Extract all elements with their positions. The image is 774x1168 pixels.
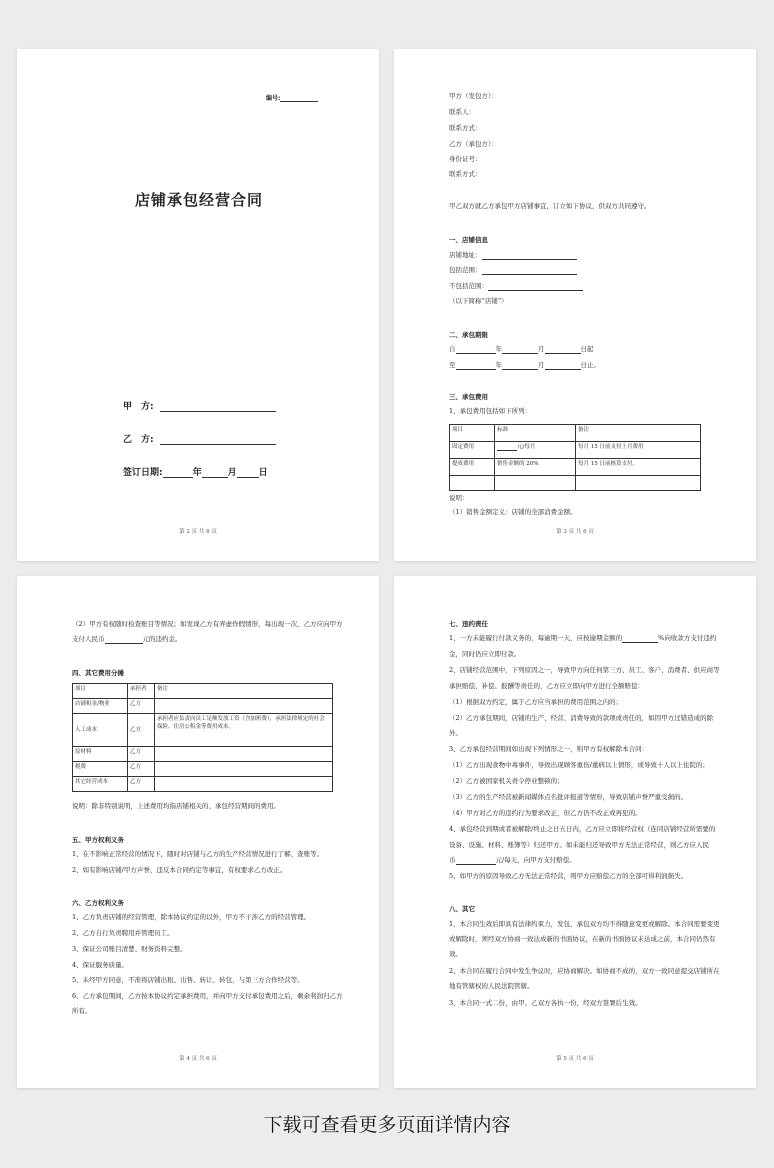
table-cell bbox=[495, 442, 576, 459]
clause: 效。 bbox=[449, 950, 462, 958]
clause bbox=[449, 634, 716, 643]
party-a-signature bbox=[123, 399, 276, 412]
clause: 外。 bbox=[449, 729, 462, 737]
table-cell bbox=[495, 476, 576, 491]
clause: 3、本合同一式二份，由甲、乙双方各执一份，经双方签署后生效。 bbox=[449, 999, 642, 1007]
contract-page-4 bbox=[17, 576, 379, 1088]
table-cell bbox=[155, 699, 333, 714]
table-cell: 原材料 bbox=[73, 747, 128, 762]
year-blank bbox=[456, 362, 496, 370]
table-cell: 乙方 bbox=[128, 714, 155, 747]
table-note: 说明：除非特别说明，上述费用均指店铺相关的、承包经营期间的费用。 bbox=[72, 802, 280, 810]
month-label: 月 bbox=[538, 361, 545, 369]
exclude-scope-label: 不包括范围： bbox=[449, 282, 488, 290]
scope-blank bbox=[482, 267, 577, 275]
term-from-label: 自 bbox=[449, 345, 456, 353]
clause-text: 1、一方未能履行付款义务的，每逾期一天，应按逾期金额的 bbox=[449, 634, 623, 642]
fee-standard: 元/每月 bbox=[517, 444, 536, 450]
clause: 地有管辖权的人民法院管辖。 bbox=[449, 982, 534, 990]
clause: 6、乙方承包期间，乙方按本协议约定承担费用，并向甲方支付承包费用之后，剩余利润归乙方 bbox=[72, 992, 343, 1000]
clause: （2）乙方承包期间，店铺的生产、经营、消费导致的款项或责任的，如因甲方过错造成的除 bbox=[449, 714, 714, 722]
contact-line-b: 联系方式： bbox=[449, 170, 482, 178]
year-blank bbox=[456, 346, 496, 354]
table-row bbox=[450, 476, 701, 491]
table-header-row bbox=[73, 684, 333, 699]
table-row bbox=[450, 459, 701, 476]
amount-blank bbox=[105, 636, 143, 644]
clause: 2、乙方自行负责聘用并管理员工。 bbox=[72, 929, 174, 937]
clause: 所有。 bbox=[72, 1007, 92, 1015]
clause: 或解除时，须经双方协商一致达成新的书面协议，在新的书面协议未达成之前，本合同仍然有 bbox=[449, 935, 716, 943]
table-cell bbox=[576, 476, 701, 491]
contract-number-blank bbox=[280, 94, 318, 102]
year-label: 年 bbox=[495, 361, 502, 369]
scope bbox=[449, 266, 577, 275]
clause: 1、在不影响正常经营的情况下，随时对店铺与乙方的生产经营情况进行了解、查账等。 bbox=[72, 850, 324, 858]
party-b-blank bbox=[160, 437, 276, 445]
table-header-cell: 项目 bbox=[450, 425, 495, 442]
contract-page-3 bbox=[394, 49, 756, 561]
term-to-label: 至 bbox=[449, 361, 456, 369]
party-a-blank bbox=[160, 404, 276, 412]
exclude-scope-blank bbox=[488, 283, 583, 291]
section-heading: 五、甲方权利义务 bbox=[72, 836, 124, 844]
clause: 承担赔偿、补偿、报酬等责任的，乙方应立即向甲方进行全额赔偿： bbox=[449, 682, 644, 690]
fee-intro: 1、承包费用包括如下所列： bbox=[449, 407, 532, 415]
clause: 5、如甲方的原因导致乙方无法正常经营，则甲方应赔偿乙方的全部可得利润损失。 bbox=[449, 872, 688, 880]
shop-address-label: 店铺地址： bbox=[449, 251, 482, 259]
term-to bbox=[449, 361, 600, 370]
party-b-signature bbox=[123, 432, 276, 445]
clause: 金，同时仍应立即付款。 bbox=[449, 650, 521, 658]
clause: 1、本合同生效后即具有法律约束力，发包、承包双方均不得随意变更或解除。本合同需要变更 bbox=[449, 920, 720, 928]
scope-label: 包括范围： bbox=[449, 266, 482, 274]
fee-blank bbox=[497, 444, 517, 451]
table-cell: 乙方 bbox=[128, 747, 155, 762]
paragraph bbox=[72, 635, 182, 644]
table-cell: 销售金额的 20% bbox=[495, 459, 576, 476]
paragraph: （2）甲方有权随时检查账目等情况；如发现乙方有弄虚作假情形，每出现一次，乙方应向甲方 bbox=[72, 620, 343, 628]
month-blank bbox=[502, 346, 538, 354]
table-header-cell: 项目 bbox=[73, 684, 128, 699]
clause-text: 币 bbox=[449, 856, 456, 864]
contract-number bbox=[266, 93, 318, 102]
contact-person-line: 联系人： bbox=[449, 108, 475, 116]
table-row bbox=[450, 442, 701, 459]
shop-address-blank bbox=[482, 252, 577, 260]
day-from-label: 日起 bbox=[580, 345, 594, 353]
day-blank bbox=[545, 346, 581, 354]
clause: （1）根据双方约定，属于乙方应当承担的费用范围之内的； bbox=[449, 698, 623, 706]
table-header-cell: 承担者 bbox=[128, 684, 155, 699]
clause: 1、乙方负责店铺的经营管理，除本协议约定的以外，甲方不干涉乙方的经营管理。 bbox=[72, 913, 311, 921]
table-cell: 税费 bbox=[73, 762, 128, 777]
table-cell: 每月 15 日前核算支付。 bbox=[576, 459, 701, 476]
table-header-cell: 标准 bbox=[495, 425, 576, 442]
paragraph-text: 支付人民币 bbox=[72, 635, 105, 643]
exclude-scope bbox=[449, 282, 583, 291]
fee-table bbox=[449, 424, 701, 491]
clause-text: %向收款方支付违约 bbox=[658, 634, 717, 642]
explain-item: （1）销售金额定义：店铺的全部消费金额。 bbox=[449, 508, 577, 516]
day-blank bbox=[545, 362, 581, 370]
sign-date bbox=[123, 465, 268, 478]
page-footer: 第 3 页 共 6 页 bbox=[556, 529, 594, 535]
month-blank bbox=[502, 362, 538, 370]
party-b-label: 乙 方: bbox=[123, 435, 154, 445]
month-blank bbox=[202, 470, 228, 478]
term-from bbox=[449, 345, 594, 354]
contact-line: 联系方式： bbox=[449, 124, 482, 132]
id-number-line: 身份证号： bbox=[449, 155, 482, 163]
table-header-row bbox=[450, 425, 701, 442]
day-blank bbox=[237, 470, 259, 478]
page-footer: 第 4 页 共 6 页 bbox=[179, 1056, 217, 1062]
table-cell: 承担者应负责向员工足额发放工资（含加班费），承担法律规定的社会保险、住房公积金等费用成本。 bbox=[155, 714, 333, 747]
clause: （2）乙方被国家机关责令停业整顿的； bbox=[449, 777, 564, 785]
section-heading: 四、其它费用分摊 bbox=[72, 669, 124, 677]
table-cell: 每月 15 日前支付上月费用 bbox=[576, 442, 701, 459]
paragraph-text: 元的违约金。 bbox=[142, 635, 182, 643]
clause: 设备、设施、材料、账簿等）归还甲方。如未能归还导致甲方无法正常经营，则乙方应人民 bbox=[449, 841, 709, 849]
section-heading: 一、店铺信息 bbox=[449, 236, 488, 244]
table-cell: 其它经营成本 bbox=[73, 777, 128, 792]
table-cell: 乙方 bbox=[128, 762, 155, 777]
section-heading: 七、违约责任 bbox=[449, 620, 488, 628]
page-title: 店铺承包经营合同 bbox=[135, 191, 264, 209]
intro-paragraph: 甲乙双方就乙方承包甲方店铺事宜，订立如下协议，供双方共同遵守。 bbox=[449, 202, 651, 210]
section-heading: 三、承包费用 bbox=[449, 393, 488, 401]
download-more-caption[interactable]: 下载可查看更多页面详情内容 bbox=[263, 1114, 511, 1136]
table-row bbox=[73, 714, 333, 747]
party-a-line: 甲方（发包方）： bbox=[449, 92, 498, 100]
contract-cover-page bbox=[17, 49, 379, 561]
table-row bbox=[73, 777, 333, 792]
cost-share-table bbox=[72, 683, 333, 792]
contract-number-label: 编号: bbox=[266, 95, 281, 102]
section-heading: 二、承包期限 bbox=[449, 331, 488, 339]
shop-address bbox=[449, 251, 577, 260]
clause: 2、店铺经营范围中，下列原因之一，导致甲方向任何第三方、员工、客户、消费者、供应商等 bbox=[449, 666, 720, 674]
clause: （1）乙方出现食物中毒事件，导致出现顾客重伤/重病以上情形，或导致十人以上住院的； bbox=[449, 761, 709, 769]
shop-alias-note: （以下简称“店铺”） bbox=[449, 297, 508, 305]
explain-label: 说明： bbox=[449, 494, 469, 502]
month-label: 月 bbox=[538, 345, 545, 353]
section-heading: 六、乙方权利义务 bbox=[72, 899, 124, 907]
month-label: 月 bbox=[227, 468, 237, 478]
rate-blank bbox=[622, 635, 658, 643]
table-cell: 乙方 bbox=[128, 699, 155, 714]
year-label: 年 bbox=[192, 468, 202, 478]
table-cell: 固定费用 bbox=[450, 442, 495, 459]
table-row bbox=[73, 747, 333, 762]
table-header-cell: 备注 bbox=[155, 684, 333, 699]
table-cell: 乙方 bbox=[128, 777, 155, 792]
section-heading: 八、其它 bbox=[449, 905, 475, 913]
year-blank bbox=[163, 470, 193, 478]
contract-page-5 bbox=[394, 576, 756, 1088]
clause: 5、未经甲方同意，不准将店铺出租、出售、转让、转包，与第三方合作经营等。 bbox=[72, 976, 304, 984]
amount-blank bbox=[456, 857, 496, 865]
table-row bbox=[73, 762, 333, 777]
table-cell: 人工成本 bbox=[73, 714, 128, 747]
page-footer: 第 2 页 共 6 页 bbox=[179, 529, 217, 535]
day-label: 日 bbox=[258, 468, 268, 478]
table-cell: 提成费用 bbox=[450, 459, 495, 476]
sign-date-label: 签订日期: bbox=[123, 468, 163, 478]
clause: 4、承包经营到期或者被解除/终止之日五日内，乙方应立即将经营权（连同店铺经营所需要的 bbox=[449, 825, 716, 833]
clause: 2、本合同在履行合同中发生争议时，应协商解决。如协商不成的，双方一致同意提交店铺所在 bbox=[449, 967, 720, 975]
party-a-label: 甲 方: bbox=[123, 402, 154, 412]
clause: （3）乙方的生产经营被新闻媒体点名批评报道等情形，导致店铺声誉严重受损的。 bbox=[449, 793, 688, 801]
table-cell: 店铺租金/物业 bbox=[73, 699, 128, 714]
table-cell bbox=[450, 476, 495, 491]
clause bbox=[449, 856, 576, 865]
clause-text: 元/每天，向甲方支付赔偿。 bbox=[495, 856, 576, 864]
clause: （4）甲方对乙方的违约行为要求改正，但乙方仍不改正或再犯的。 bbox=[449, 809, 642, 817]
clause: 3、乙方承包经营期间如出现下列情形之一，则甲方有权解除本合同： bbox=[449, 745, 649, 753]
table-header-cell: 备注 bbox=[576, 425, 701, 442]
year-label: 年 bbox=[495, 345, 502, 353]
party-b-line: 乙方（承包方）： bbox=[449, 140, 498, 148]
page-footer: 第 5 页 共 6 页 bbox=[556, 1056, 594, 1062]
table-row bbox=[73, 699, 333, 714]
table-cell bbox=[155, 777, 333, 792]
clause: 3、保证公司账目清楚、财务资料完整。 bbox=[72, 945, 187, 953]
day-to-label: 日止。 bbox=[580, 361, 600, 369]
clause: 2、如有影响店铺/甲方声誉、违反本合同约定等事宜，有权要求乙方改正。 bbox=[72, 866, 287, 874]
table-cell bbox=[155, 762, 333, 777]
table-cell bbox=[155, 747, 333, 762]
clause: 4、保证服务质量。 bbox=[72, 961, 129, 969]
